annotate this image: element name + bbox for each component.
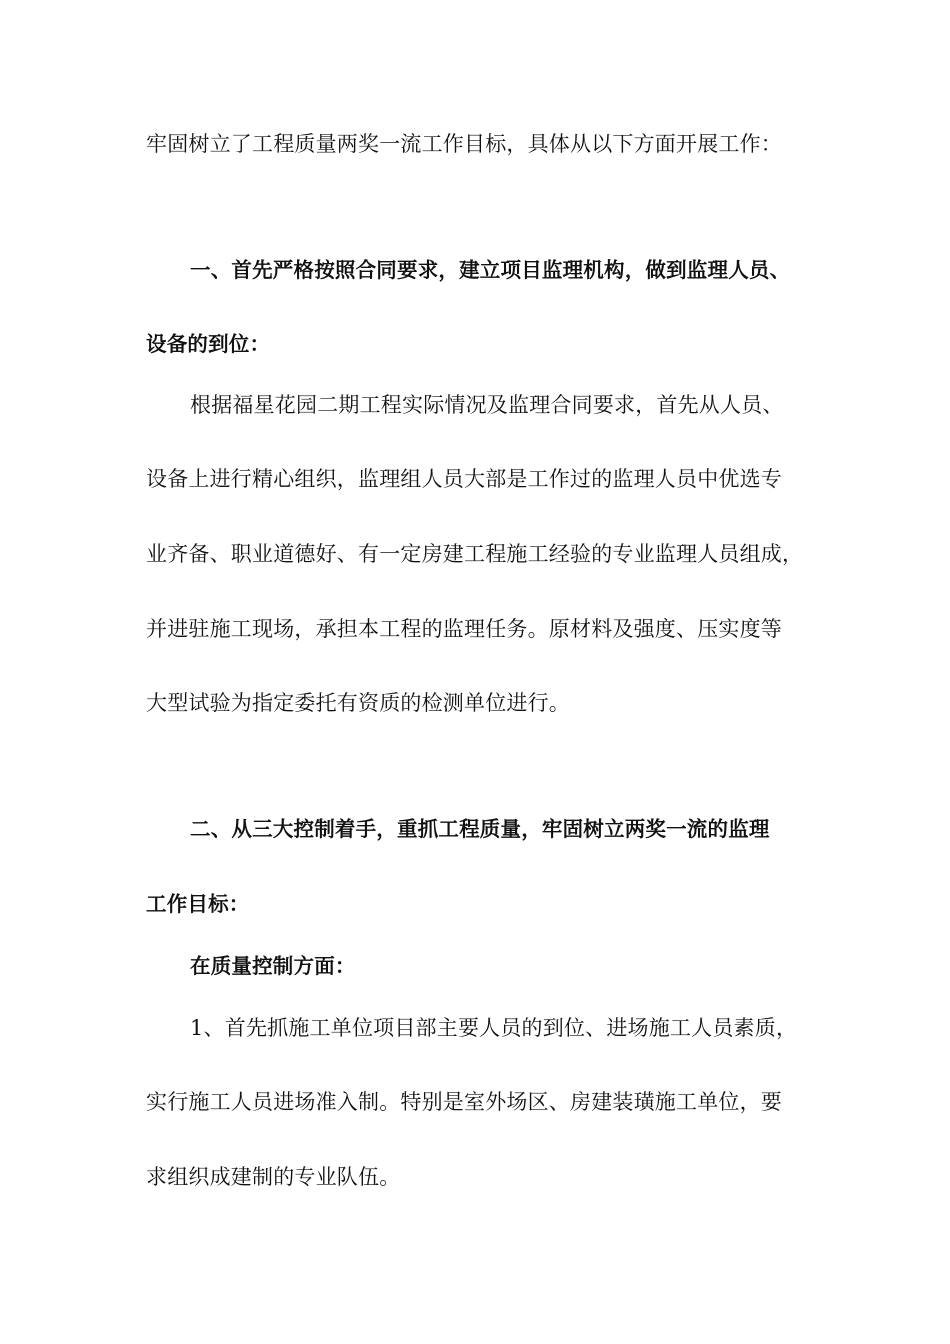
section-heading-1-cont: 设备的到位： bbox=[146, 332, 271, 356]
body-line: 牢固树立了工程质量两奖一流工作目标，具体从以下方面开展工作： bbox=[146, 132, 782, 156]
section-heading-1: 一、首先严格按照合同要求，建立项目监理机构，做到监理人员、 bbox=[190, 258, 791, 282]
section-heading-2-cont: 工作目标： bbox=[146, 892, 250, 916]
section-heading-2: 二、从三大控制着手，重抓工程质量，牢固树立两奖一流的监理 bbox=[190, 817, 770, 841]
body-line: 根据福星花园二期工程实际情况及监理合同要求，首先从人员、 bbox=[190, 393, 784, 417]
body-line: 求组织成建制的专业队伍。 bbox=[146, 1165, 401, 1189]
body-line: 实行施工人员进场准入制。特别是室外场区、房建装璜施工单位，要 bbox=[146, 1090, 782, 1114]
subheading-quality-control: 在质量控制方面： bbox=[190, 954, 356, 978]
body-line: 大型试验为指定委托有资质的检测单位进行。 bbox=[146, 691, 570, 715]
body-line: 设备上进行精心组织，监理组人员大部是工作过的监理人员中优选专 bbox=[146, 467, 782, 491]
body-line: 业齐备、职业道德好、有一定房建工程施工经验的专业监理人员组成， bbox=[146, 542, 804, 566]
body-line: 并进驻施工现场，承担本工程的监理任务。原材料及强度、压实度等 bbox=[146, 617, 782, 641]
body-line: 1、首先抓施工单位项目部主要人员的到位、进场施工人员素质， bbox=[190, 1016, 798, 1040]
